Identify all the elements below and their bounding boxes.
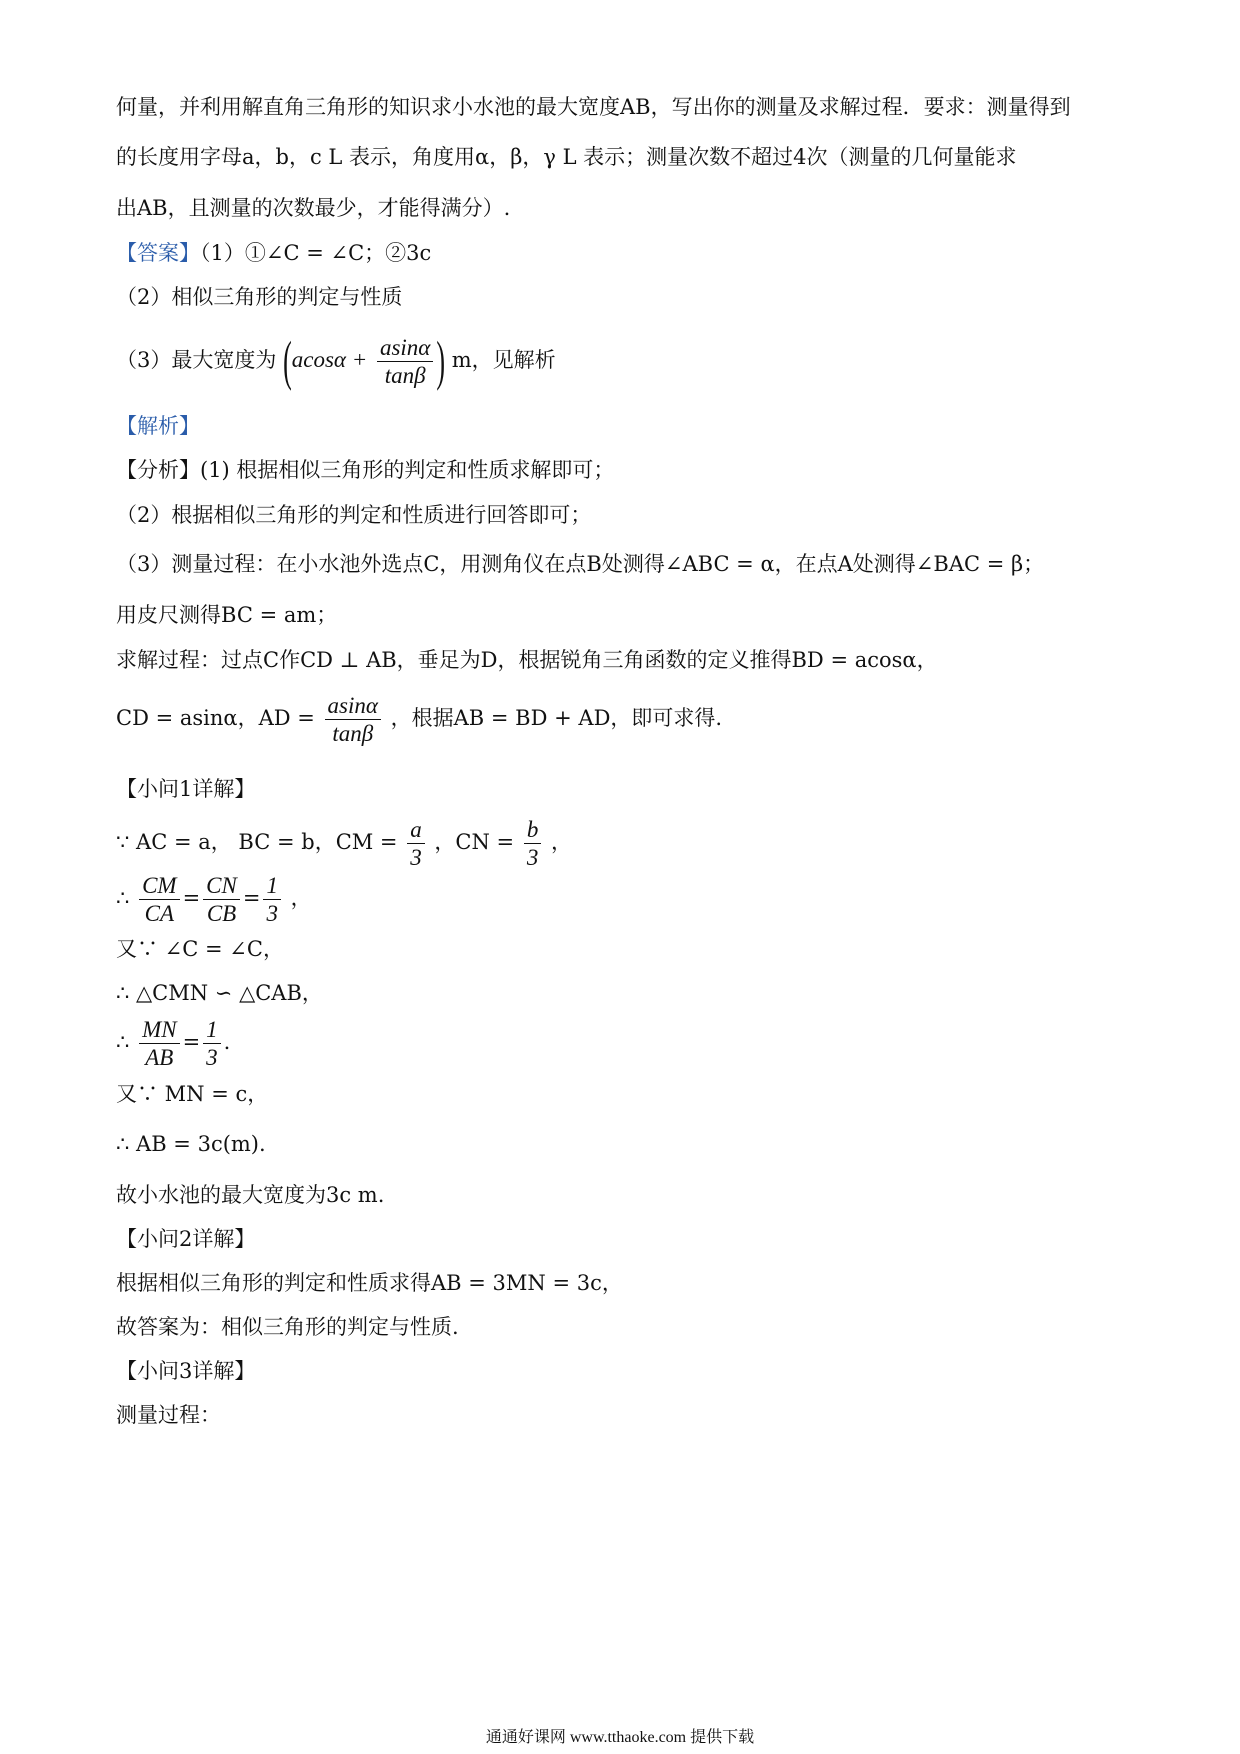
fraction-numerator: CN: [203, 872, 240, 900]
fraction-numerator: asinα: [377, 334, 433, 362]
fraction-denominator: 3: [526, 845, 539, 870]
answer-3-prefix: （3）最大宽度为: [116, 348, 277, 372]
q1-step-7: ∴ AB = 3c(m).: [116, 1132, 266, 1156]
fraction-mn-ab: [139, 1016, 180, 1071]
answer-line-1: [116, 238, 1180, 268]
q1-step-4: ∴ △CMN ∽ △CAB，: [116, 981, 323, 1005]
analysis-label: 【解析】: [116, 414, 200, 438]
fraction-numerator: asinα: [325, 692, 381, 720]
fraction-denominator: 3: [410, 845, 422, 870]
fraction-numerator: MN: [139, 1016, 180, 1044]
fraction-one-third: [263, 872, 281, 927]
answer-3-suffix: m，见解析: [451, 348, 556, 372]
answer-1: （1）①∠C = ∠C；②3c: [200, 241, 432, 265]
q2-step-1: 根据相似三角形的判定和性质求得AB = 3MN = 3c，: [116, 1271, 623, 1295]
analysis-line-6-pre: CD = asinα，AD =: [116, 706, 315, 730]
analysis-line-4: 用皮尺测得BC = am；: [116, 603, 338, 627]
fraction-a-over-3: [407, 816, 425, 871]
answer-3-term: acosα +: [291, 347, 368, 372]
therefore-symbol: ∴: [116, 886, 130, 910]
fraction-numerator: a: [407, 816, 425, 844]
q3-title: 【小问3详解】: [116, 1359, 256, 1383]
q1-step-1-end: ，: [551, 830, 572, 854]
fraction-denominator: CA: [144, 901, 174, 926]
answer-3-fraction: [377, 334, 433, 389]
page-footer: 通通好课网 www.tthaoke.com 提供下载: [485, 1729, 755, 1746]
q1-step-2-end: ，: [290, 886, 312, 910]
q1-step-1-pre: ∵ AC = a， BC = b，CM =: [116, 830, 398, 854]
fraction-cn-cb: [203, 872, 240, 927]
fraction-numerator: 1: [263, 872, 281, 900]
q1-step-8: 故小水池的最大宽度为3c m.: [116, 1183, 385, 1207]
fraction-one-third: [203, 1016, 221, 1071]
therefore-symbol: ∴: [116, 1030, 130, 1054]
fraction-denominator: 3: [266, 901, 278, 926]
q2-step-2: 故答案为：相似三角形的判定与性质.: [116, 1315, 459, 1339]
intro-line-3: 出AB，且测量的次数最少，才能得满分）.: [116, 196, 511, 220]
q1-step-5-end: .: [223, 1030, 231, 1054]
fraction-denominator: AB: [145, 1045, 174, 1070]
q1-step-6: 又∵ MN = c，: [116, 1082, 269, 1106]
fraction-numerator: b: [524, 816, 542, 844]
open-paren: (: [283, 330, 292, 391]
q1-step-3: 又∵ ∠C = ∠C，: [116, 937, 284, 961]
fraction-numerator: CM: [139, 872, 180, 900]
q1-step-5: ∴ $\frac{MN}{AB}$ = $\frac{1}{3}$ .: [116, 1017, 231, 1070]
analysis-line-3: （3）测量过程：在小水池外选点C，用测角仪在点B处测得∠ABC = α，在点A处测得∠BAC = β；: [116, 552, 1045, 576]
intro-line-2: 的长度用字母a，b，c L 表示，角度用α，β，γ L 表示；测量次数不超过4次（测量的几何量能求: [116, 145, 1017, 169]
fraction-denominator: CB: [206, 901, 237, 926]
analysis-line-6: [116, 688, 1180, 748]
answer-label: 【答案】: [116, 241, 200, 265]
fraction-denominator: 3: [206, 1045, 218, 1070]
close-paren: ): [436, 330, 446, 391]
analysis-line-2: （2）根据相似三角形的判定和性质进行回答即可；: [116, 503, 592, 527]
fraction-numerator: 1: [203, 1016, 221, 1044]
intro-line-1: 何量，并利用解直角三角形的知识求小水池的最大宽度AB，写出你的测量及求解过程．要求：测量得到: [116, 95, 1071, 119]
q1-step-2: ∴ $\frac{CM}{CA}$ = $\frac{CN}{CB}$ = $\frac{1}{3}$ ，: [116, 873, 312, 926]
q1-title: 【小问1详解】: [116, 777, 256, 801]
analysis-line-5: 求解过程：过点C作CD ⊥ AB，垂足为D，根据锐角三角函数的定义推得BD = acosα，: [116, 648, 938, 672]
fraction-denominator: tanβ: [384, 363, 426, 388]
fraction-b-over-3: [524, 816, 542, 871]
analysis-fraction: [325, 692, 381, 747]
analysis-line-6-post: ，根据AB = BD + AD，即可求得.: [390, 706, 723, 730]
analysis-line-1: 【分析】(1) 根据相似三角形的判定和性质求解即可；: [116, 458, 615, 482]
q3-step-1: 测量过程：: [116, 1403, 221, 1427]
answer-3: [116, 330, 1180, 400]
fraction-cm-ca: [139, 872, 180, 927]
fraction-denominator: tanβ: [332, 721, 374, 746]
q1-step-1-mid: ，CN =: [434, 830, 515, 854]
answer-2: （2）相似三角形的判定与性质: [116, 285, 403, 309]
q1-step-1: [116, 812, 1180, 872]
q2-title: 【小问2详解】: [116, 1227, 256, 1251]
